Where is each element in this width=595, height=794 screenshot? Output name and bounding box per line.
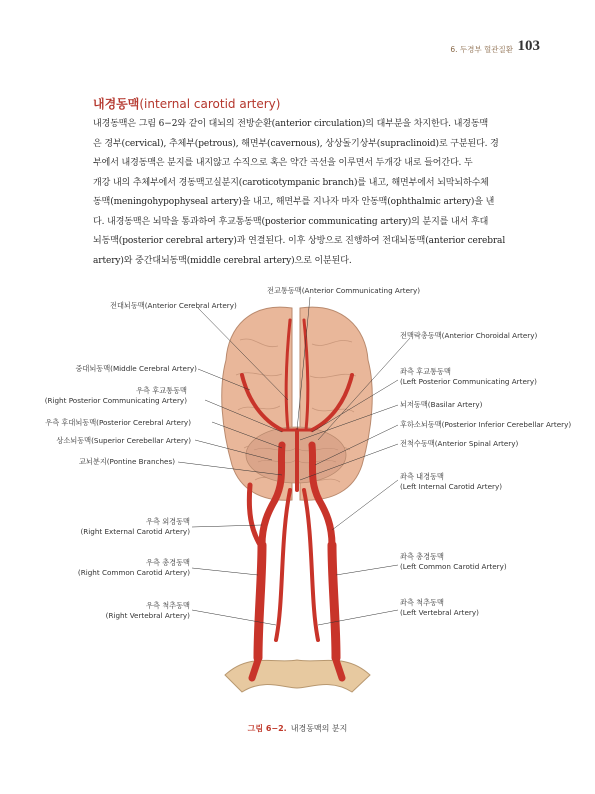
figure-caption: [0, 723, 595, 734]
artery-figure: [0, 280, 595, 720]
section-title-en: (internal carotid artery): [139, 97, 281, 111]
label-left-va-en: (Left Vertebral Artery): [400, 607, 479, 617]
label-right-posterior-cerebral-artery: 우측 후대뇌동맥(Posterior Cerebral Artery): [45, 418, 191, 427]
label-left-cca-en: (Left Common Carotid Artery): [400, 561, 507, 571]
label-left-internal-carotid-artery: [400, 472, 502, 491]
label-right-cca-en: (Right Common Carotid Artery): [77, 567, 190, 577]
label-superior-cerebellar-artery: 상소뇌동맥(Superior Cerebellar Artery): [56, 436, 191, 445]
label-left-va-ko: 좌측 척추동맥: [400, 598, 444, 607]
paragraph-line: 부에서 내경동맥은 분지를 내지않고 수직으로 혹은 약간 곡선을 이루면서 두개강 내로 들어간다. 두: [93, 158, 473, 168]
label-left-ica-en: (Left Internal Carotid Artery): [400, 481, 502, 491]
paragraph-line: artery)와 중간대뇌동맥(middle cerebral artery)으로 이분된다.: [93, 255, 352, 266]
label-anterior-spinal-artery: 전척수동맥(Anterior Spinal Artery): [400, 439, 519, 448]
label-right-vertebral-artery: [106, 601, 190, 620]
label-left-common-carotid-artery: [400, 552, 507, 571]
label-left-cca-ko: 좌측 총경동맥: [400, 552, 444, 561]
label-right-eca-en: (Right External Carotid Artery): [80, 526, 190, 536]
label-right-eca-ko: 우측 외경동맥: [146, 517, 190, 526]
label-right-external-carotid-artery: [80, 517, 190, 536]
label-anterior-cerebral-artery: 전대뇌동맥(Anterior Cerebral Artery): [110, 301, 237, 310]
section-title-ko: 내경동맥: [93, 97, 140, 111]
body-paragraph: [93, 115, 525, 271]
label-left-ica-ko: 좌측 내경동맥: [400, 472, 444, 481]
label-right-va-ko: 우측 척추동맥: [146, 601, 190, 610]
page-number: 103: [517, 38, 540, 54]
header-section-title: 6. 두경부 혈관질환: [450, 45, 513, 54]
label-right-pcom-en: (Right Posterior Communicating Artery): [44, 395, 187, 405]
figure-caption-text: 내경동맥의 분지: [290, 724, 348, 733]
paragraph-line: 은 경부(cervical), 추체부(petrous), 해면부(cavernous), 상상돌기상부(supraclinoid)로 구분된다. 경: [93, 138, 499, 149]
label-left-posterior-communicating-artery: [400, 367, 537, 386]
label-middle-cerebral-artery: 중대뇌동맥(Middle Cerebral Artery): [75, 364, 197, 373]
section-title: [93, 95, 280, 112]
artery-illustration: [0, 280, 595, 720]
label-left-pcom-en: (Left Posterior Communicating Artery): [400, 376, 537, 386]
paragraph-line: 다. 내경동맥은 뇌막을 통과하여 후교통동맥(posterior communicating artery)의 분지를 내서 후대: [93, 216, 489, 227]
aortic-arch-shape: [225, 660, 370, 692]
label-right-common-carotid-artery: [78, 558, 190, 577]
label-left-vertebral-artery: [400, 598, 479, 617]
paragraph-line: 뇌동맥(posterior cerebral artery)과 연결된다. 이후 상방으로 진행하여 전대뇌동맥(anterior cerebral: [93, 236, 506, 246]
label-pontine-branches: 교뇌분지(Pontine Branches): [78, 457, 175, 466]
paragraph-line: 동맥(meningohypophyseal artery)을 내고, 해면부를 지나자 마자 안동맥(ophthalmic artery)을 낸: [93, 197, 495, 207]
label-posterior-inferior-cerebellar-artery: 후하소뇌동맥(Posterior Inferior Cerebellar Artery): [400, 420, 572, 429]
paragraph-line: 개강 내의 추체부에서 경동맥고실분지(caroticotympanic branch)를 내고, 해면부에서 뇌막뇌하수체: [93, 177, 489, 188]
label-left-pcom-ko: 좌측 후교통동맥: [400, 367, 451, 376]
figure-number: 그림 6−2.: [247, 724, 287, 733]
label-anterior-choroidal-artery: 전맥락총동맥(Anterior Choroidal Artery): [400, 331, 538, 340]
paragraph-line: 내경동맥은 그림 6−2와 같이 대뇌의 전방순환(anterior circulation)의 대부분을 차지한다. 내경동맥: [93, 119, 489, 129]
label-right-pcom-ko: 우측 후교통동맥: [136, 386, 187, 395]
label-basilar-artery: 뇌저동맥(Basilar Artery): [400, 400, 483, 409]
label-anterior-communicating-artery: 전교통동맥(Anterior Communicating Artery): [267, 286, 421, 295]
label-right-posterior-communicating-artery: [45, 386, 187, 405]
label-right-cca-ko: 우측 총경동맥: [146, 558, 190, 567]
label-right-va-en: (Right Vertebral Artery): [105, 610, 190, 620]
